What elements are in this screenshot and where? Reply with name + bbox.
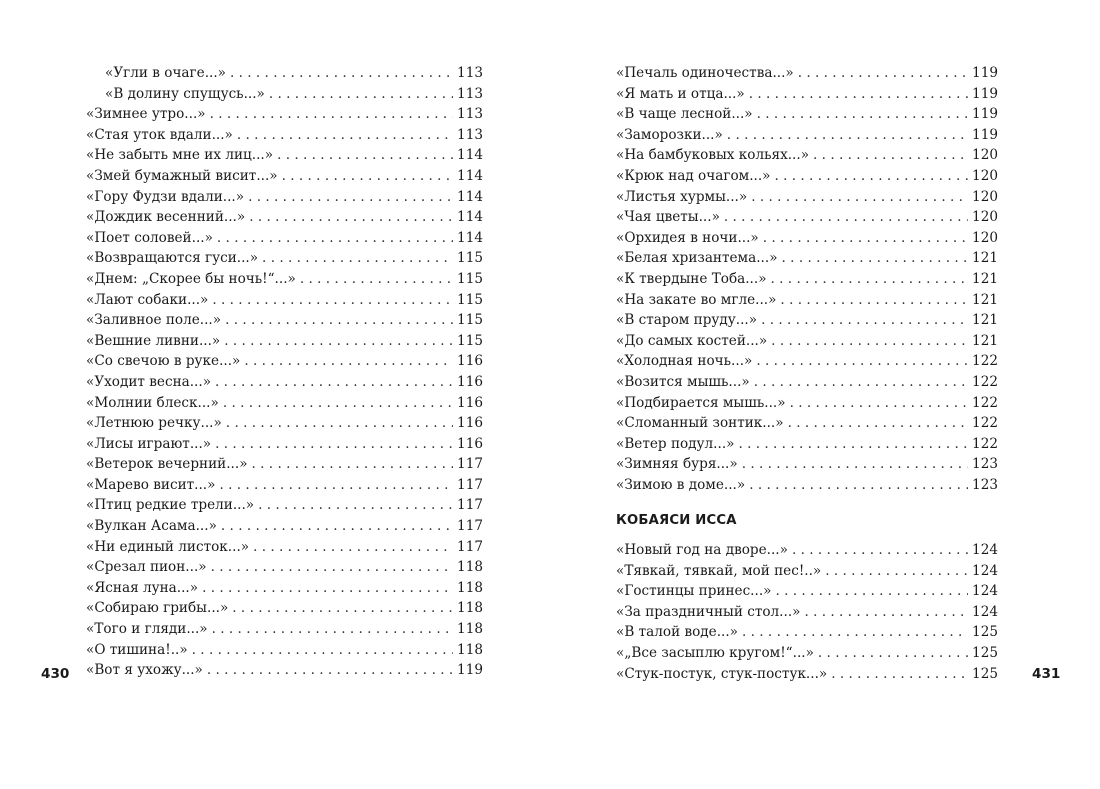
toc-entry [616, 454, 998, 475]
dot-leader [757, 104, 968, 125]
entry-title: «Молнии блеск...» [86, 394, 219, 411]
dot-leader [253, 537, 453, 558]
toc-entry [86, 166, 483, 187]
toc-entry [86, 269, 483, 290]
toc-entry [616, 63, 998, 84]
entry-title: «Холодная ночь...» [616, 353, 753, 370]
toc-entry [616, 561, 998, 582]
entry-title: «За праздничный стол...» [616, 603, 801, 620]
dot-leader [202, 578, 453, 599]
entry-page-number: 114 [457, 167, 483, 184]
toc-entry [86, 125, 483, 146]
toc-entry [86, 578, 483, 599]
toc-entry [616, 310, 998, 331]
dot-leader [780, 290, 968, 311]
toc-entry [616, 166, 998, 187]
entry-title: «О тишина!..» [86, 641, 188, 658]
toc-entry [86, 63, 483, 84]
toc-entry [86, 434, 483, 455]
dot-leader [207, 660, 453, 681]
entry-title: «Лают собаки...» [86, 291, 209, 308]
entry-page-number: 118 [457, 641, 483, 658]
entry-title: «На бамбуковых кольях...» [616, 147, 810, 164]
dot-leader [192, 640, 453, 661]
entry-page-number: 115 [457, 250, 483, 267]
entry-title: «Заливное поле...» [86, 312, 222, 329]
entry-page-number: 123 [972, 456, 998, 473]
entry-title: «В долину спущусь...» [105, 85, 265, 102]
toc-entry [616, 269, 998, 290]
entry-title: «Не забыть мне их лиц...» [86, 147, 274, 164]
toc-entry [86, 104, 483, 125]
dot-leader [262, 248, 453, 269]
toc-entry [616, 290, 998, 311]
entry-page-number: 113 [457, 85, 483, 102]
entry-title: «Летнюю речку...» [86, 415, 222, 432]
entry-page-number: 113 [457, 126, 483, 143]
entry-title: «Дождик весенний...» [86, 209, 246, 226]
entry-title: «В старом пруду...» [616, 312, 758, 329]
entry-title: «Печаль одиночества...» [616, 65, 794, 81]
entry-page-number: 115 [457, 332, 483, 349]
entry-page-number: 118 [457, 600, 483, 617]
toc-entry [616, 331, 998, 352]
toc-list-section [616, 540, 998, 684]
dot-leader [818, 643, 968, 664]
entry-title: «Вулкан Асама...» [86, 518, 217, 535]
entry-page-number: 117 [457, 538, 483, 555]
entry-page-number: 114 [457, 229, 483, 246]
toc-entry [616, 145, 998, 166]
entry-title: «В чаще лесной...» [616, 106, 753, 123]
entry-page-number: 114 [457, 147, 483, 164]
toc-entry [616, 104, 998, 125]
entry-page-number: 121 [972, 270, 998, 287]
entry-title: «Ясная луна...» [86, 579, 199, 596]
entry-title: «Новый год на дворе...» [616, 542, 788, 558]
dot-leader [269, 84, 453, 105]
toc-entry [86, 640, 483, 661]
dot-leader [724, 207, 968, 228]
toc-entry [86, 537, 483, 558]
entry-title: «Крюк над очагом...» [616, 167, 771, 184]
entry-title: «Ни единый листок...» [86, 538, 250, 555]
entry-page-number: 124 [972, 562, 998, 579]
entry-page-number: 123 [972, 476, 998, 493]
toc-entry [86, 516, 483, 537]
toc-entry [616, 84, 998, 105]
toc-entry [86, 145, 483, 166]
entry-page-number: 121 [972, 250, 998, 267]
dot-leader [219, 475, 453, 496]
entry-title: «Подбирается мышь...» [616, 394, 786, 411]
entry-page-number: 120 [972, 147, 998, 164]
toc-entry [616, 351, 998, 372]
toc-entry [616, 393, 998, 414]
entry-page-number: 116 [457, 415, 483, 432]
right-page [550, 0, 1100, 789]
page-number-right: 431 [1032, 666, 1061, 682]
entry-page-number: 120 [972, 209, 998, 226]
entry-title: «Лисы играют...» [86, 435, 212, 452]
toc-entry [86, 372, 483, 393]
dot-leader [771, 331, 968, 352]
entry-page-number: 117 [457, 497, 483, 514]
entry-page-number: 116 [457, 353, 483, 370]
entry-title: «До самых костей...» [616, 332, 768, 349]
entry-title: «Зимнее утро...» [86, 106, 206, 123]
dot-leader [248, 187, 453, 208]
dot-leader [761, 310, 968, 331]
entry-page-number: 115 [457, 270, 483, 287]
entry-page-number: 117 [457, 476, 483, 493]
dot-leader [756, 351, 968, 372]
entry-page-number: 116 [457, 373, 483, 390]
entry-page-number: 124 [972, 542, 998, 558]
dot-leader [211, 557, 453, 578]
toc-entry [86, 207, 483, 228]
dot-leader [212, 619, 453, 640]
entry-title: «Марево висит...» [86, 476, 216, 493]
toc-entry [86, 351, 483, 372]
entry-title: «Со свечою в руке...» [86, 353, 241, 370]
toc-entry [616, 434, 998, 455]
entry-page-number: 119 [972, 126, 998, 143]
dot-leader [232, 598, 453, 619]
entry-title: «Орхидея в ночи...» [616, 229, 759, 246]
dot-leader [224, 331, 453, 352]
entry-title: «Угли в очаге...» [105, 65, 226, 81]
entry-page-number: 122 [972, 353, 998, 370]
entry-page-number: 113 [457, 65, 483, 81]
entry-title: «Стук-постук, стук-постук...» [616, 665, 828, 682]
entry-title: «Заморозки...» [616, 126, 723, 143]
toc-list-right [616, 63, 998, 495]
toc-entry [616, 643, 998, 664]
toc-entry [616, 622, 998, 643]
toc-entry [616, 602, 998, 623]
page-number-left: 430 [41, 666, 70, 682]
toc-entry [86, 290, 483, 311]
entry-page-number: 120 [972, 188, 998, 205]
entry-page-number: 121 [972, 332, 998, 349]
entry-page-number: 114 [457, 209, 483, 226]
entry-title: «Вот я ухожу...» [86, 662, 203, 679]
dot-leader [300, 269, 453, 290]
entry-title: «Возвращаются гуси...» [86, 250, 259, 267]
dot-leader [792, 540, 968, 561]
entry-page-number: 125 [972, 624, 998, 641]
entry-page-number: 118 [457, 579, 483, 596]
toc-entry [86, 310, 483, 331]
dot-leader [249, 207, 453, 228]
entry-page-number: 124 [972, 583, 998, 600]
entry-title: «Я мать и отца...» [616, 85, 745, 102]
entry-title: «На закате во мгле...» [616, 291, 777, 308]
dot-leader [223, 393, 453, 414]
entry-page-number: 117 [457, 456, 483, 473]
toc-entry [86, 475, 483, 496]
dot-leader [221, 516, 453, 537]
toc-entry [86, 228, 483, 249]
entry-title: «Ветерок вечерний...» [86, 456, 248, 473]
entry-title: «К твердыне Тоба...» [616, 270, 767, 287]
entry-page-number: 124 [972, 603, 998, 620]
entry-page-number: 121 [972, 312, 998, 329]
dot-leader [282, 166, 453, 187]
entry-page-number: 115 [457, 312, 483, 329]
toc-entry [616, 475, 998, 496]
entry-page-number: 122 [972, 415, 998, 432]
entry-page-number: 120 [972, 167, 998, 184]
toc-entry [616, 540, 998, 561]
entry-page-number: 119 [972, 65, 998, 81]
entry-page-number: 116 [457, 394, 483, 411]
entry-title: «„Все засыплю кругом!“...» [616, 644, 814, 661]
toc-entry [86, 454, 483, 475]
toc-entry [86, 495, 483, 516]
entry-title: «Гостинцы принес...» [616, 583, 772, 600]
dot-leader [217, 228, 453, 249]
toc-entry [86, 248, 483, 269]
toc-entry [616, 207, 998, 228]
entry-page-number: 116 [457, 435, 483, 452]
entry-title: «Поет соловей...» [86, 229, 213, 246]
entry-title: «Птиц редкие трели...» [86, 497, 255, 514]
entry-page-number: 125 [972, 665, 998, 682]
entry-title: «Сломанный зонтик...» [616, 415, 784, 432]
toc-entry [616, 187, 998, 208]
entry-title: «Собираю грибы...» [86, 600, 229, 617]
entry-page-number: 114 [457, 188, 483, 205]
entry-page-number: 119 [457, 662, 483, 679]
entry-page-number: 119 [972, 106, 998, 123]
dot-leader [782, 248, 969, 269]
dot-leader [798, 63, 968, 84]
dot-leader [825, 561, 968, 582]
entry-title: «Белая хризантема...» [616, 250, 778, 267]
entry-title: «Ветер подул...» [616, 435, 735, 452]
toc-entry [86, 393, 483, 414]
toc-entry [86, 187, 483, 208]
dot-leader [277, 145, 453, 166]
dot-leader [749, 475, 968, 496]
dot-leader [742, 454, 968, 475]
dot-leader [215, 434, 453, 455]
entry-title: «Листья хурмы...» [616, 188, 748, 205]
dot-leader [771, 269, 969, 290]
dot-leader [790, 393, 968, 414]
dot-leader [258, 495, 453, 516]
entry-title: «Зимою в доме...» [616, 476, 746, 493]
dot-leader [788, 413, 968, 434]
entry-title: «Днем: „Скорее бы ночь!“...» [86, 270, 296, 287]
dot-leader [215, 372, 453, 393]
entry-title: «Тявкай, тявкай, мой пес!..» [616, 562, 822, 579]
toc-entry [616, 413, 998, 434]
toc-list-left [86, 63, 483, 681]
toc-entry [616, 228, 998, 249]
toc-entry [616, 372, 998, 393]
entry-page-number: 121 [972, 291, 998, 308]
toc-entry [86, 619, 483, 640]
entry-page-number: 122 [972, 373, 998, 390]
dot-leader [244, 351, 453, 372]
entry-page-number: 118 [457, 621, 483, 638]
entry-title: «Вешние ливни...» [86, 332, 221, 349]
dot-leader [831, 664, 968, 685]
dot-leader [751, 187, 968, 208]
entry-title: «Зимняя буря...» [616, 456, 738, 473]
toc-entry [86, 598, 483, 619]
entry-page-number: 122 [972, 435, 998, 452]
dot-leader [226, 413, 453, 434]
entry-title: «В талой воде...» [616, 624, 738, 641]
entry-title: «Змей бумажный висит...» [86, 167, 278, 184]
dot-leader [754, 372, 968, 393]
entry-title: «Чая цветы...» [616, 209, 720, 226]
toc-entry [616, 664, 998, 685]
dot-leader [252, 454, 454, 475]
dot-leader [225, 310, 453, 331]
toc-entry [86, 331, 483, 352]
entry-page-number: 122 [972, 394, 998, 411]
dot-leader [774, 166, 968, 187]
entry-title: «Возится мышь...» [616, 373, 750, 390]
dot-leader [210, 104, 453, 125]
toc-entry [86, 413, 483, 434]
toc-entry [616, 581, 998, 602]
toc-entry [86, 84, 483, 105]
dot-leader [749, 84, 968, 105]
toc-entry [86, 660, 483, 681]
dot-leader [763, 228, 968, 249]
toc-entry [86, 557, 483, 578]
entry-title: «Гору Фудзи вдали...» [86, 188, 245, 205]
dot-leader [738, 434, 968, 455]
section-heading: КОБАЯСИ ИССА [616, 513, 737, 528]
dot-leader [230, 63, 453, 84]
dot-leader [742, 622, 968, 643]
toc-entry [616, 248, 998, 269]
dot-leader [727, 125, 968, 146]
entry-page-number: 125 [972, 644, 998, 661]
toc-entry [616, 125, 998, 146]
dot-leader [212, 290, 453, 311]
entry-title: «Стая уток вдали...» [86, 126, 233, 143]
dot-leader [237, 125, 453, 146]
entry-title: «Срезал пион...» [86, 559, 207, 576]
entry-page-number: 117 [457, 518, 483, 535]
dot-leader [804, 602, 968, 623]
dot-leader [775, 581, 968, 602]
entry-title: «Того и гляди...» [86, 621, 208, 638]
dot-leader [813, 145, 968, 166]
entry-page-number: 113 [457, 106, 483, 123]
entry-page-number: 115 [457, 291, 483, 308]
entry-title: «Уходит весна...» [86, 373, 212, 390]
entry-page-number: 119 [972, 85, 998, 102]
entry-page-number: 118 [457, 559, 483, 576]
entry-page-number: 120 [972, 229, 998, 246]
